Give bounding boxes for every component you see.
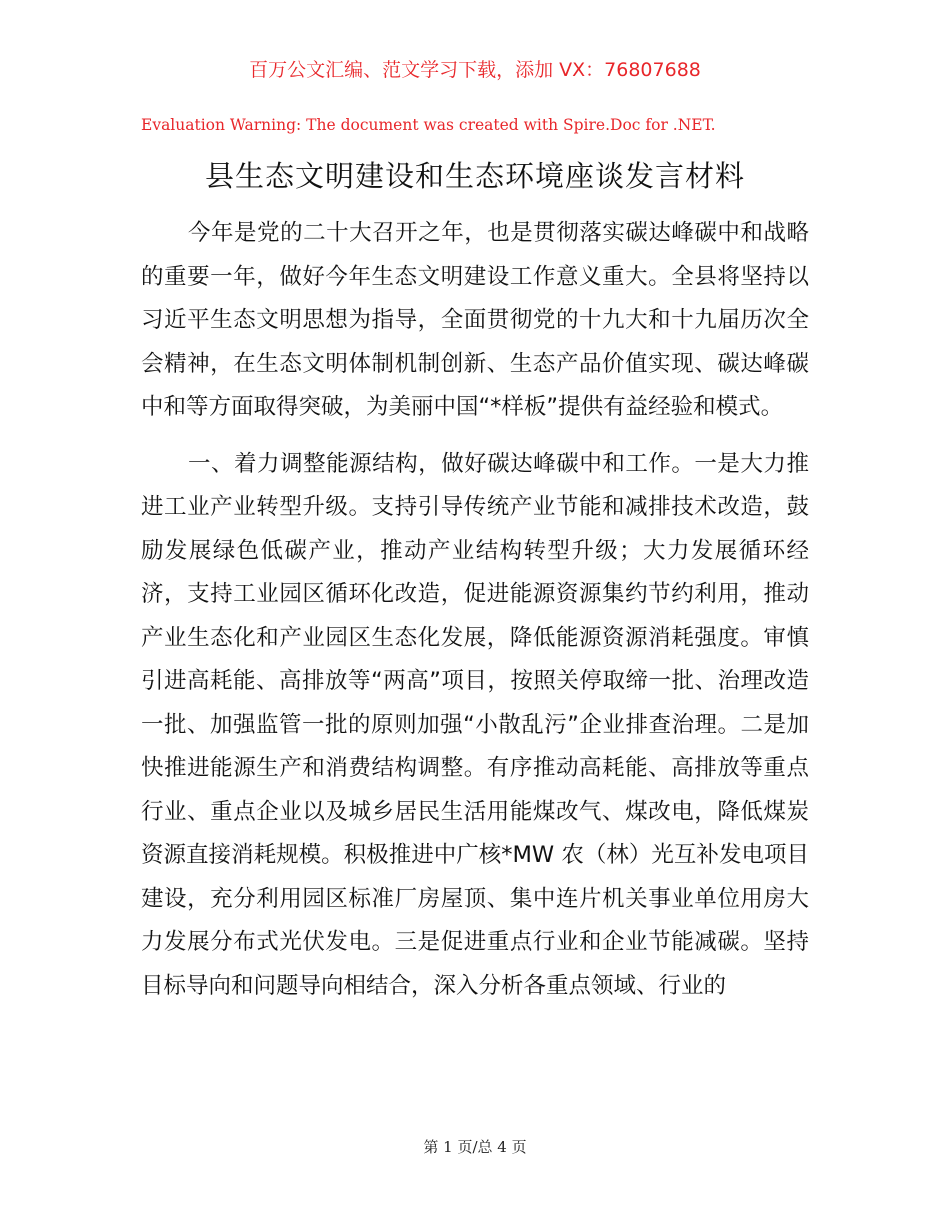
document-title: 县生态文明建设和生态环境座谈发言材料 — [204, 159, 745, 193]
evaluation-warning: Evaluation Warning: The document was created with Spire.Doc for .NET. — [141, 116, 716, 134]
paragraph-intro: 今年是党的二十大召开之年，也是贯彻落实碳达峰碳中和战略的重要一年，做好今年生态文明建设工作意义重大。全县将坚持以习近平生态文明思想为指导，全面贯彻党的十九大和十九届历次全会精神，在生态文明体制机制创新、生态产品价值实现、碳达峰碳中和等方面取得突破，为美丽中国“*样板”提供有益经验和模式。 — [141, 220, 809, 420]
paragraph-energy-structure: 一、着力调整能源结构，做好碳达峰碳中和工作。一是大力推进工业产业转型升级。支持引导传统产业节能和减排技术改造，鼓励发展绿色低碳产业，推动产业结构转型升级；大力发展循环经济，支持工业园区循环化改造，促进能源资源集约节约利用，推动产业生态化和产业园区生态化发展，降低能源资源消耗强度。审慎引进高耗能、高排放等“两高”项目，按照关停取缔一批、治理改造一批、加强监管一批的原则加强“小散乱污”企业排查治理。二是加快推进能源生产和消费结构调整。有序推动高耗能、高排放等重点行业、重点企业以及城乡居民生活用能煤改气、煤改电，降低煤炭资源直接消耗规模。积极推进中广核*MW 农（林）光互补发电项目建设，充分利用园区标准厂房屋顶、集中连片机关事业单位用房大力发展分布式光伏发电。三是促进重点行业和企业节能减碳。坚持目标导向和问题导向相结合，深入分析各重点领域、行业的 — [141, 450, 809, 999]
page-number-footer: 第 1 页/总 4 页 — [423, 1138, 527, 1156]
document-body — [141, 212, 809, 1008]
promo-header: 百万公文汇编、范文学习下载，添加 VX：76807688 — [249, 59, 701, 81]
